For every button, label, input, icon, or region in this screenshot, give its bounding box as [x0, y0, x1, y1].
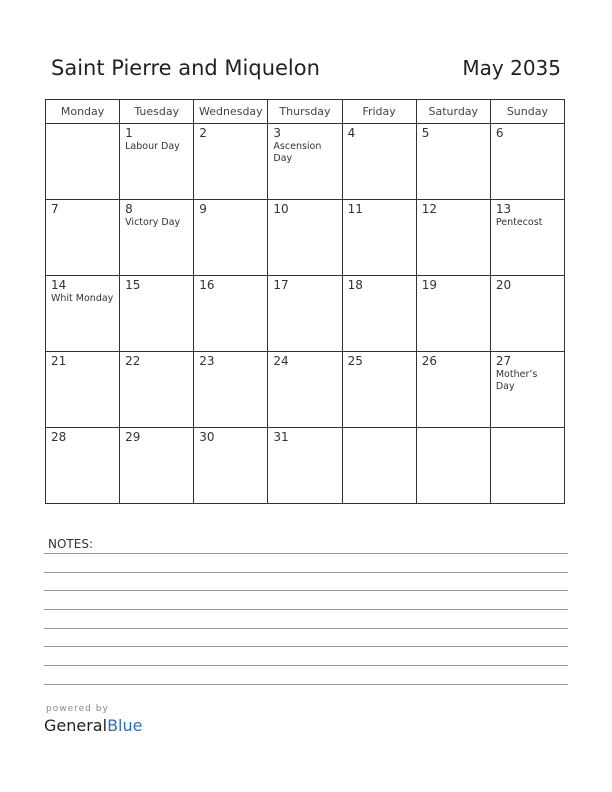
- note-line: [44, 665, 568, 666]
- note-line: [44, 684, 568, 685]
- day-cell: [416, 200, 490, 276]
- day-cell: [490, 124, 564, 200]
- weekday-header: Thursday: [268, 100, 342, 124]
- weekday-header: Sunday: [490, 100, 564, 124]
- day-number: 2: [199, 126, 207, 140]
- day-cell: [416, 428, 490, 504]
- weekday-header: Friday: [342, 100, 416, 124]
- day-number: 1: [125, 126, 133, 140]
- day-number: 20: [495, 278, 512, 292]
- day-number: 8: [125, 202, 133, 216]
- week-row: [46, 428, 565, 504]
- brand-blue: Blue: [107, 716, 143, 735]
- day-cell: [194, 200, 268, 276]
- day-cell: [490, 352, 564, 428]
- day-cell: [120, 200, 194, 276]
- week-row: [46, 124, 565, 200]
- day-number: 4: [347, 126, 356, 140]
- note-line: [44, 553, 568, 554]
- day-number: 5: [421, 126, 430, 140]
- day-number: 24: [273, 354, 289, 368]
- week-row: [46, 200, 565, 276]
- day-cell: [46, 124, 120, 200]
- day-cell: [416, 276, 490, 352]
- day-cell: [268, 200, 342, 276]
- day-number: 29: [125, 430, 141, 444]
- day-number: 19: [421, 278, 437, 292]
- holiday-label: Victory Day: [125, 217, 181, 228]
- day-number: 3: [273, 126, 282, 140]
- calendar-title: Saint Pierre and Miquelon: [51, 56, 320, 80]
- day-number: 31: [273, 430, 289, 444]
- day-number: 9: [199, 202, 207, 216]
- day-number: 23: [199, 354, 215, 368]
- calendar-grid: [45, 99, 565, 504]
- day-cell: [120, 352, 194, 428]
- day-cell: [342, 276, 416, 352]
- day-cell: [194, 124, 268, 200]
- day-number: 10: [273, 202, 289, 216]
- week-row: [46, 352, 565, 428]
- day-cell: [194, 428, 268, 504]
- day-number: 17: [273, 278, 289, 292]
- day-cell: [342, 124, 416, 200]
- day-cell: [416, 124, 490, 200]
- holiday-label: Whit Monday: [51, 293, 114, 304]
- day-cell: [490, 276, 564, 352]
- weekday-header: Wednesday: [194, 100, 268, 124]
- weekday-header: Monday: [46, 100, 120, 124]
- day-cell: [194, 352, 268, 428]
- holiday-label: Mother’s Day: [495, 369, 538, 392]
- day-cell: [490, 200, 564, 276]
- day-number: 27: [495, 354, 512, 368]
- notes-label: NOTES:: [48, 537, 93, 551]
- weekday-header-row: [46, 100, 565, 124]
- day-number: 11: [347, 202, 363, 216]
- day-number: 25: [347, 354, 363, 368]
- note-line: [44, 628, 568, 629]
- day-number: 13: [495, 202, 512, 216]
- day-cell: [120, 124, 194, 200]
- day-number: 15: [125, 278, 141, 292]
- calendar-month: May 2035: [462, 56, 561, 80]
- note-line: [44, 572, 568, 573]
- day-cell: [342, 352, 416, 428]
- note-line: [44, 646, 568, 647]
- day-cell: [268, 124, 342, 200]
- day-number: 22: [125, 354, 141, 368]
- day-cell: [342, 428, 416, 504]
- day-cell: [120, 276, 194, 352]
- day-cell: [194, 276, 268, 352]
- day-number: 12: [421, 202, 437, 216]
- day-cell: [46, 200, 120, 276]
- holiday-label: Ascension Day: [273, 141, 322, 164]
- day-number: 6: [495, 126, 504, 140]
- weekday-header: Saturday: [416, 100, 490, 124]
- day-number: 30: [199, 430, 215, 444]
- day-cell: [46, 428, 120, 504]
- day-cell: [416, 352, 490, 428]
- day-number: 21: [51, 354, 67, 368]
- day-number: 26: [421, 354, 437, 368]
- day-cell: [120, 428, 194, 504]
- brand-general: General: [44, 716, 108, 735]
- note-line: [44, 590, 568, 591]
- day-cell: [46, 352, 120, 428]
- note-line: [44, 609, 568, 610]
- holiday-label: Labour Day: [125, 141, 180, 152]
- day-cell: [268, 428, 342, 504]
- day-cell: [342, 200, 416, 276]
- weekday-header: Tuesday: [120, 100, 194, 124]
- day-number: 14: [51, 278, 67, 292]
- day-cell: [268, 276, 342, 352]
- powered-by-text: powered by: [46, 704, 109, 714]
- week-row: [46, 276, 565, 352]
- day-cell: [268, 352, 342, 428]
- holiday-label: Pentecost: [495, 217, 543, 228]
- generalblue-logo[interactable]: [44, 716, 142, 735]
- day-number: 28: [51, 430, 67, 444]
- day-number: 16: [199, 278, 215, 292]
- day-number: 7: [51, 202, 59, 216]
- day-cell: [46, 276, 120, 352]
- day-number: 18: [347, 278, 363, 292]
- day-cell: [490, 428, 564, 504]
